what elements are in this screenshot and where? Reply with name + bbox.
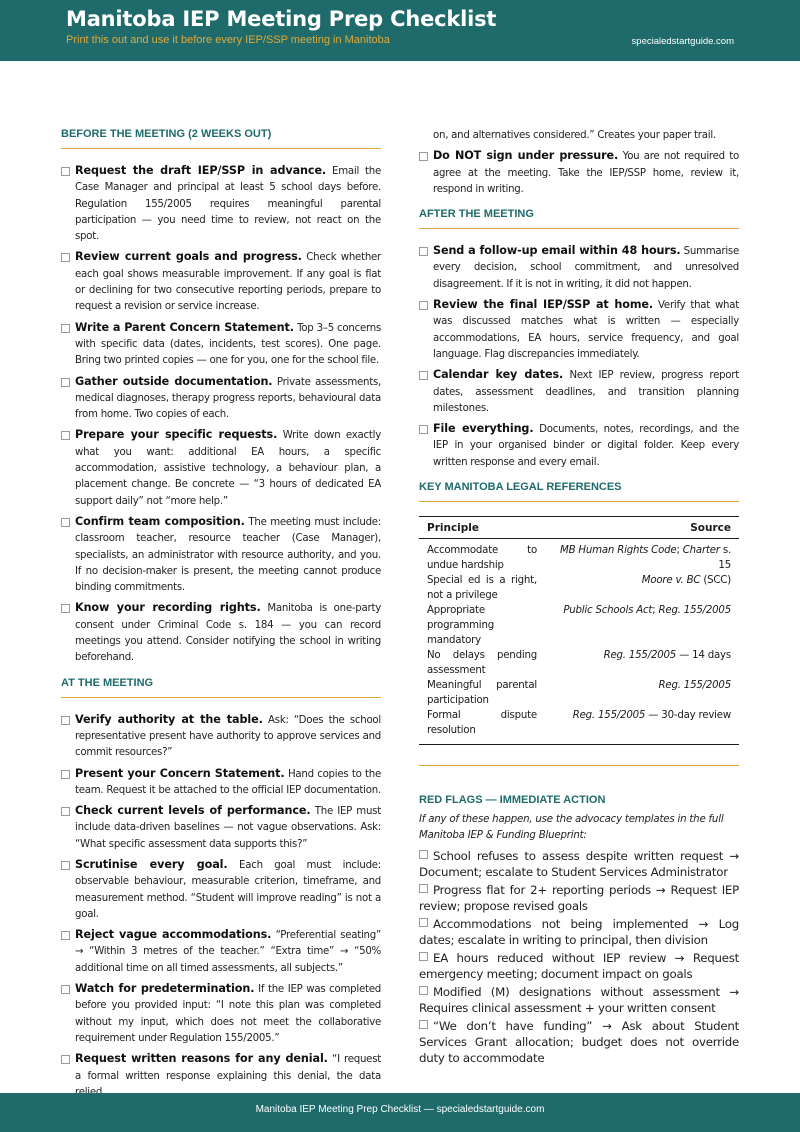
page-title: Manitoba IEP Meeting Prep Checklist — [66, 7, 497, 31]
checkbox-icon[interactable] — [61, 1055, 70, 1064]
checkbox-icon[interactable] — [419, 986, 428, 995]
checkbox-icon[interactable] — [61, 861, 70, 870]
checkbox-icon[interactable] — [61, 431, 70, 440]
source-cell: Reg. 155/2005 — [658, 680, 731, 692]
principle-cell: Special ed is a right, not a privilege — [427, 575, 537, 602]
checkbox-icon[interactable] — [61, 716, 70, 725]
list-item-continuation: on, and alternatives considered.” Creates your paper trail. — [433, 130, 716, 141]
list-item: Watch for predetermination. If the IEP was completed before you provided input: “I note this plan was completed without my input, which does not meet the collaborative requirement under Regulation 155/2005.” — [61, 981, 381, 1047]
list-item: File everything. Documents, notes, recordings, and the IEP in your organised binder or digital folder. Keep every written response and every email. — [419, 421, 739, 471]
principle-cell: Meaningful parental participation — [427, 680, 537, 707]
list-item: Calendar key dates. Next IEP review, progress report dates, assessment deadlines, and transition planning milestones. — [419, 367, 739, 417]
checkbox-icon[interactable] — [61, 807, 70, 816]
list-item: Reject vague accommodations. “Preferential seating” → “Within 3 metres of the teacher.” “Extra time” → “50% additional time on all timed assessments, all subjects.” — [61, 927, 381, 977]
section-title-during: AT THE MEETING — [61, 677, 381, 698]
table-row — [419, 573, 739, 603]
list-item: Review the final IEP/SSP at home. Verify that what was discussed matches what is written — especially accommodations, EA hours, service frequency, and goal language. Flag discrepancies immediately. — [419, 297, 739, 363]
right-column — [419, 128, 739, 1068]
checkbox-icon[interactable] — [419, 884, 428, 893]
list-item: Confirm team composition. The meeting must include: classroom teacher, resource teacher (Case Manager), specialists, an administrator with resource authority, and you. If no decision-maker is present, the meeting cannot produce binding commitments. — [61, 514, 381, 596]
page-footer: Manitoba IEP Meeting Prep Checklist — specialedstartguide.com — [0, 1093, 800, 1132]
checkbox-icon[interactable] — [61, 518, 70, 527]
section-title-before: BEFORE THE MEETING (2 WEEKS OUT) — [61, 128, 381, 149]
section-title-legal: KEY MANITOBA LEGAL REFERENCES — [419, 481, 739, 502]
checklist-after — [419, 243, 739, 471]
list-item: Modified (M) designations without assessment → Requires clinical assessment + your written consent — [419, 985, 739, 1016]
list-item: Accommodations not being implemented → Log dates; escalate in writing to principal, then division — [419, 917, 739, 948]
list-item: EA hours reduced without IEP review → Request emergency meeting; document impact on goals — [419, 951, 739, 982]
checklist-during — [61, 712, 381, 1102]
checkbox-icon[interactable] — [61, 378, 70, 387]
list-item: Know your recording rights. Manitoba is one-party consent under Criminal Code s. 184 — you can record meetings you attend. Consider notifying the school in writing beforehand. — [61, 600, 381, 666]
list-item: Send a follow-up email within 48 hours. Summarise every decision, school commitment, and unresolved disagreement. If it is not in writing, it did not happen. — [419, 243, 739, 293]
checkbox-icon[interactable] — [61, 770, 70, 779]
principle-cell: No delays pending assessment — [427, 650, 537, 677]
section-title-red-flags: RED FLAGS — IMMEDIATE ACTION — [419, 794, 606, 807]
principle-cell: Appropriate programming mandatory — [427, 605, 494, 647]
checkbox-icon[interactable] — [419, 1020, 428, 1029]
page-subtitle: Print this out and use it before every IEP/SSP meeting in Manitoba — [66, 34, 390, 46]
checklist-before — [61, 163, 381, 667]
checkbox-icon[interactable] — [61, 324, 70, 333]
checkbox-icon[interactable] — [419, 425, 428, 434]
list-item: Progress flat for 2+ reporting periods → Request IEP review; propose revised goals — [419, 883, 739, 914]
checkbox-icon[interactable] — [419, 371, 428, 380]
column-header-source: Source — [545, 517, 739, 539]
source-cell: Moore v. BC (SCC) — [641, 575, 731, 587]
table-row — [419, 603, 739, 648]
checkbox-icon[interactable] — [419, 850, 428, 859]
table-row — [419, 539, 739, 574]
checkbox-icon[interactable] — [419, 952, 428, 961]
list-item: Review current goals and progress. Check whether each goal shows measurable improvement. If any goal is flat or declining for two consecutive reporting periods, prepare to request a revision or service increase. — [61, 249, 381, 315]
checkbox-icon[interactable] — [419, 301, 428, 310]
source-cell: Reg. 155/2005 — 14 days — [603, 650, 731, 662]
list-item: Prepare your specific requests. Write down exactly what you want: additional EA hours, a specific accommodation, assistive technology, a behaviour plan, a placement change. Be concrete — “3 hours of dedicated EA support daily” not “more help.” — [61, 427, 381, 509]
list-item: Write a Parent Concern Statement. Top 3–5 concerns with specific data (dates, incidents, test scores). One page. Bring two printed copies — one for you, one for the school file. — [61, 320, 381, 370]
section-divider — [419, 765, 739, 766]
checklist-during-cont — [419, 148, 739, 198]
header-site-link[interactable]: specialedstartguide.com — [631, 36, 734, 47]
principle-cell: Accommodate to undue hardship — [427, 545, 537, 572]
list-item: “We don’t have funding” → Ask about Student Services Grant allocation; budget does not override duty to accommodate — [419, 1019, 739, 1066]
table-row — [419, 648, 739, 678]
source-cell: Public Schools Act; Reg. 155/2005 — [563, 605, 731, 617]
list-item: Request the draft IEP/SSP in advance. Email the Case Manager and principal at least 5 school days before. Regulation 155/2005 requires meaningful parental participation — you need time to review, not react on the spot. — [61, 163, 381, 245]
table-row — [419, 678, 739, 708]
list-item: Gather outside documentation. Private assessments, medical diagnoses, therapy progress reports, behavioural data from home. Two copies of each. — [61, 374, 381, 424]
red-flags-list — [419, 848, 739, 1066]
list-item: Present your Concern Statement. Hand copies to the team. Request it be attached to the official IEP documentation. — [61, 766, 381, 800]
checkbox-icon[interactable] — [61, 604, 70, 613]
column-header-principle: Principle — [419, 517, 545, 539]
list-item: Request written reasons for any denial. “I request a formal written response explaining this denial, the data — [61, 1051, 381, 1101]
source-cell: Reg. 155/2005 — 30-day review — [572, 710, 731, 722]
checkbox-icon[interactable] — [419, 918, 428, 927]
checkbox-icon[interactable] — [61, 931, 70, 940]
checkbox-icon[interactable] — [61, 985, 70, 994]
list-item: Do NOT sign under pressure. You are not required to agree at the meeting. Take the IEP/SSP home, review it, respond in writing. — [419, 148, 739, 198]
list-item: Verify authority at the table. Ask: “Does the school representative present have authority to approve services and commit resources?” — [61, 712, 381, 762]
principle-cell: Formal dispute resolution — [427, 710, 537, 737]
section-title-after: AFTER THE MEETING — [419, 208, 739, 229]
page-header — [0, 0, 800, 61]
list-item: Scrutinise every goal. Each goal must include: observable behaviour, measurable criterion, timeframe, and measurement method. “Student will improve reading” is not a goal. — [61, 857, 381, 923]
checkbox-icon[interactable] — [61, 167, 70, 176]
red-flags-intro: If any of these happen, use the advocacy templates in the full Manitoba IEP & Funding Blueprint: — [419, 814, 724, 842]
legal-references-table — [419, 516, 739, 745]
table-row — [419, 708, 739, 745]
checkbox-icon[interactable] — [61, 253, 70, 262]
source-cell: MB Human Rights Code; Charter s. 15 — [560, 545, 731, 572]
checkbox-icon[interactable] — [419, 152, 428, 161]
list-item: Check current levels of performance. The IEP must include data-driven baselines — not vague observations. Ask: “What specific assessment data supports this?” — [61, 803, 381, 853]
checkbox-icon[interactable] — [419, 247, 428, 256]
left-column — [61, 128, 381, 1105]
list-item: School refuses to assess despite written request → Document; escalate to Student Services Administrator — [419, 849, 739, 880]
